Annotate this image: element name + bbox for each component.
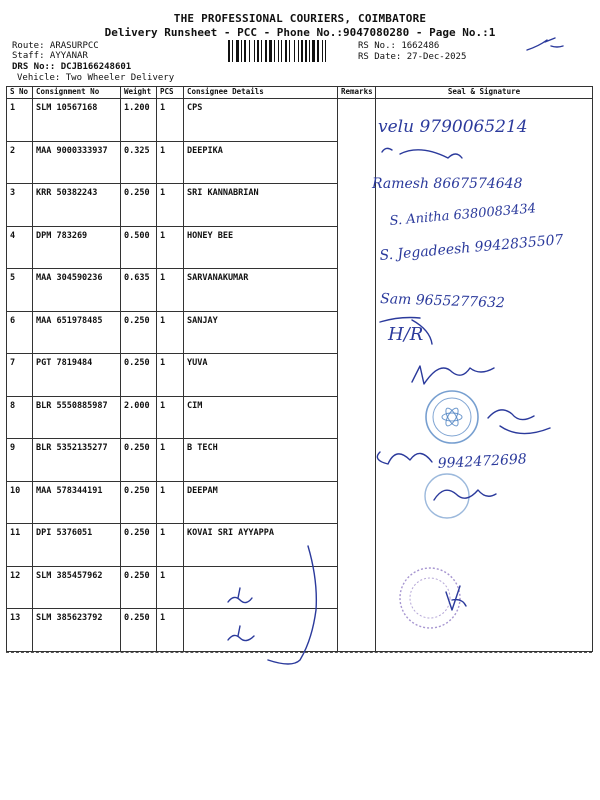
- svg-text:S. Anitha 6380083434: S. Anitha 6380083434: [389, 201, 537, 229]
- cell-pcs: 1: [157, 99, 184, 142]
- cell-pcs: 1: [157, 269, 184, 312]
- cell-consignee: DEEPAM: [184, 481, 338, 524]
- cell-consignee: DEEPIKA: [184, 141, 338, 184]
- cell-consignment: MAA 304590236: [33, 269, 121, 312]
- cell-consignment: SLM 385457962: [33, 566, 121, 609]
- cell-consignee: SARVANAKUMAR: [184, 269, 338, 312]
- cell-sno: 3: [7, 184, 33, 227]
- cell-sno: 5: [7, 269, 33, 312]
- cell-sno: 8: [7, 396, 33, 439]
- cell-pcs: 1: [157, 311, 184, 354]
- cell-consignee: SRI KANNABRIAN: [184, 184, 338, 227]
- stamp-row-10: [425, 474, 496, 518]
- cell-pcs: 1: [157, 354, 184, 397]
- cell-pcs: 1: [157, 439, 184, 482]
- cell-sno: 2: [7, 141, 33, 184]
- svg-text:velu 9790065214: velu 9790065214: [378, 117, 528, 137]
- cell-consignment: MAA 578344191: [33, 481, 121, 524]
- svg-text:9942472698: 9942472698: [437, 451, 528, 472]
- col-header-remarks: Remarks: [338, 87, 376, 99]
- drs-number: DRS No:: DCJB166248601: [12, 62, 132, 72]
- cell-weight: 0.250: [121, 609, 157, 652]
- cell-consignment: MAA 651978485: [33, 311, 121, 354]
- col-header-consignment: Consignment No: [33, 87, 121, 99]
- cell-weight: 0.250: [121, 311, 157, 354]
- cell-consignee: KOVAI SRI AYYAPPA: [184, 524, 338, 567]
- signature-row-4: [379, 232, 564, 264]
- cell-pcs: 1: [157, 566, 184, 609]
- cell-weight: 0.250: [121, 481, 157, 524]
- signature-row-7: [412, 366, 494, 384]
- cell-consignee: YUVA: [184, 354, 338, 397]
- cell-consignment: KRR 50382243: [33, 184, 121, 227]
- cell-consignee: SANJAY: [184, 311, 338, 354]
- vehicle-label: Vehicle: Two Wheeler Delivery: [17, 73, 175, 83]
- cell-consignment: MAA 9000333937: [33, 141, 121, 184]
- cell-pcs: 1: [157, 226, 184, 269]
- cell-sno: 1: [7, 99, 33, 142]
- staff-label: Staff: AYYANAR: [12, 51, 88, 61]
- cell-weight: 0.250: [121, 566, 157, 609]
- svg-text:Ramesh 8667574648: Ramesh 8667574648: [372, 176, 523, 192]
- cell-pcs: 1: [157, 524, 184, 567]
- signature-row-5: [380, 291, 505, 311]
- company-title: THE PROFESSIONAL COURIERS, COIMBATORE: [173, 12, 427, 25]
- cell-consignment: BLR 5352135277: [33, 439, 121, 482]
- cell-consignment: SLM 10567168: [33, 99, 121, 142]
- scribble-rows-12-13: [228, 546, 316, 664]
- col-header-consignee: Consignee Details: [184, 87, 338, 99]
- cell-weight: 2.000: [121, 396, 157, 439]
- cell-sno: 10: [7, 481, 33, 524]
- cell-weight: 0.250: [121, 184, 157, 227]
- cell-weight: 1.200: [121, 99, 157, 142]
- signature-row-2: [371, 148, 523, 192]
- stamp-row-12: [400, 568, 466, 628]
- runsheet-subtitle: Delivery Runsheet - PCC - Phone No.:9047080280 - Page No.:1: [104, 26, 496, 39]
- signature-row-6: [380, 318, 432, 346]
- cell-sno: 6: [7, 311, 33, 354]
- cell-pcs: 1: [157, 184, 184, 227]
- cell-pcs: 1: [157, 481, 184, 524]
- cell-consignment: DPM 783269: [33, 226, 121, 269]
- rs-number: RS No.: 1662486: [358, 41, 440, 51]
- rs-date: RS Date: 27-Dec-2025: [358, 52, 467, 62]
- signature-row-1: [378, 117, 528, 137]
- cell-consignee: HONEY BEE: [184, 226, 338, 269]
- cell-pcs: 1: [157, 141, 184, 184]
- svg-text:H/R: H/R: [388, 324, 424, 345]
- signature-row-3: [389, 201, 537, 229]
- cell-sno: 7: [7, 354, 33, 397]
- cell-pcs: 1: [157, 609, 184, 652]
- cell-weight: 0.325: [121, 141, 157, 184]
- cell-consignee: CIM: [184, 396, 338, 439]
- cell-sno: 12: [7, 566, 33, 609]
- cell-weight: 0.250: [121, 354, 157, 397]
- cell-consignment: SLM 385623792: [33, 609, 121, 652]
- cell-weight: 0.250: [121, 524, 157, 567]
- cell-consignee: CPS: [184, 99, 338, 142]
- cell-sno: 11: [7, 524, 33, 567]
- col-header-signature: Seal & Signature: [376, 87, 593, 99]
- cell-consignment: PGT 7819484: [33, 354, 121, 397]
- svg-text:Sam 9655277632: Sam 9655277632: [379, 291, 506, 312]
- cell-weight: 0.500: [121, 226, 157, 269]
- cell-sno: 9: [7, 439, 33, 482]
- cell-weight: 0.250: [121, 439, 157, 482]
- cell-consignment: BLR 5550885987: [33, 396, 121, 439]
- signature-row-9: [377, 451, 527, 472]
- col-header-weight: Weight: [121, 87, 157, 99]
- cell-consignee: B TECH: [184, 439, 338, 482]
- company-stamp: [426, 391, 550, 443]
- cell-pcs: 1: [157, 396, 184, 439]
- cell-sno: 4: [7, 226, 33, 269]
- cell-weight: 0.635: [121, 269, 157, 312]
- col-header-pcs: PCS: [157, 87, 184, 99]
- cell-consignment: DPI 5376051: [33, 524, 121, 567]
- svg-text:S. Jegadeesh 9942835507: S. Jegadeesh 9942835507: [378, 231, 565, 264]
- route-label: Route: ARASURPCC: [12, 41, 99, 51]
- cell-sno: 13: [7, 609, 33, 652]
- col-header-sno: S No: [7, 87, 33, 99]
